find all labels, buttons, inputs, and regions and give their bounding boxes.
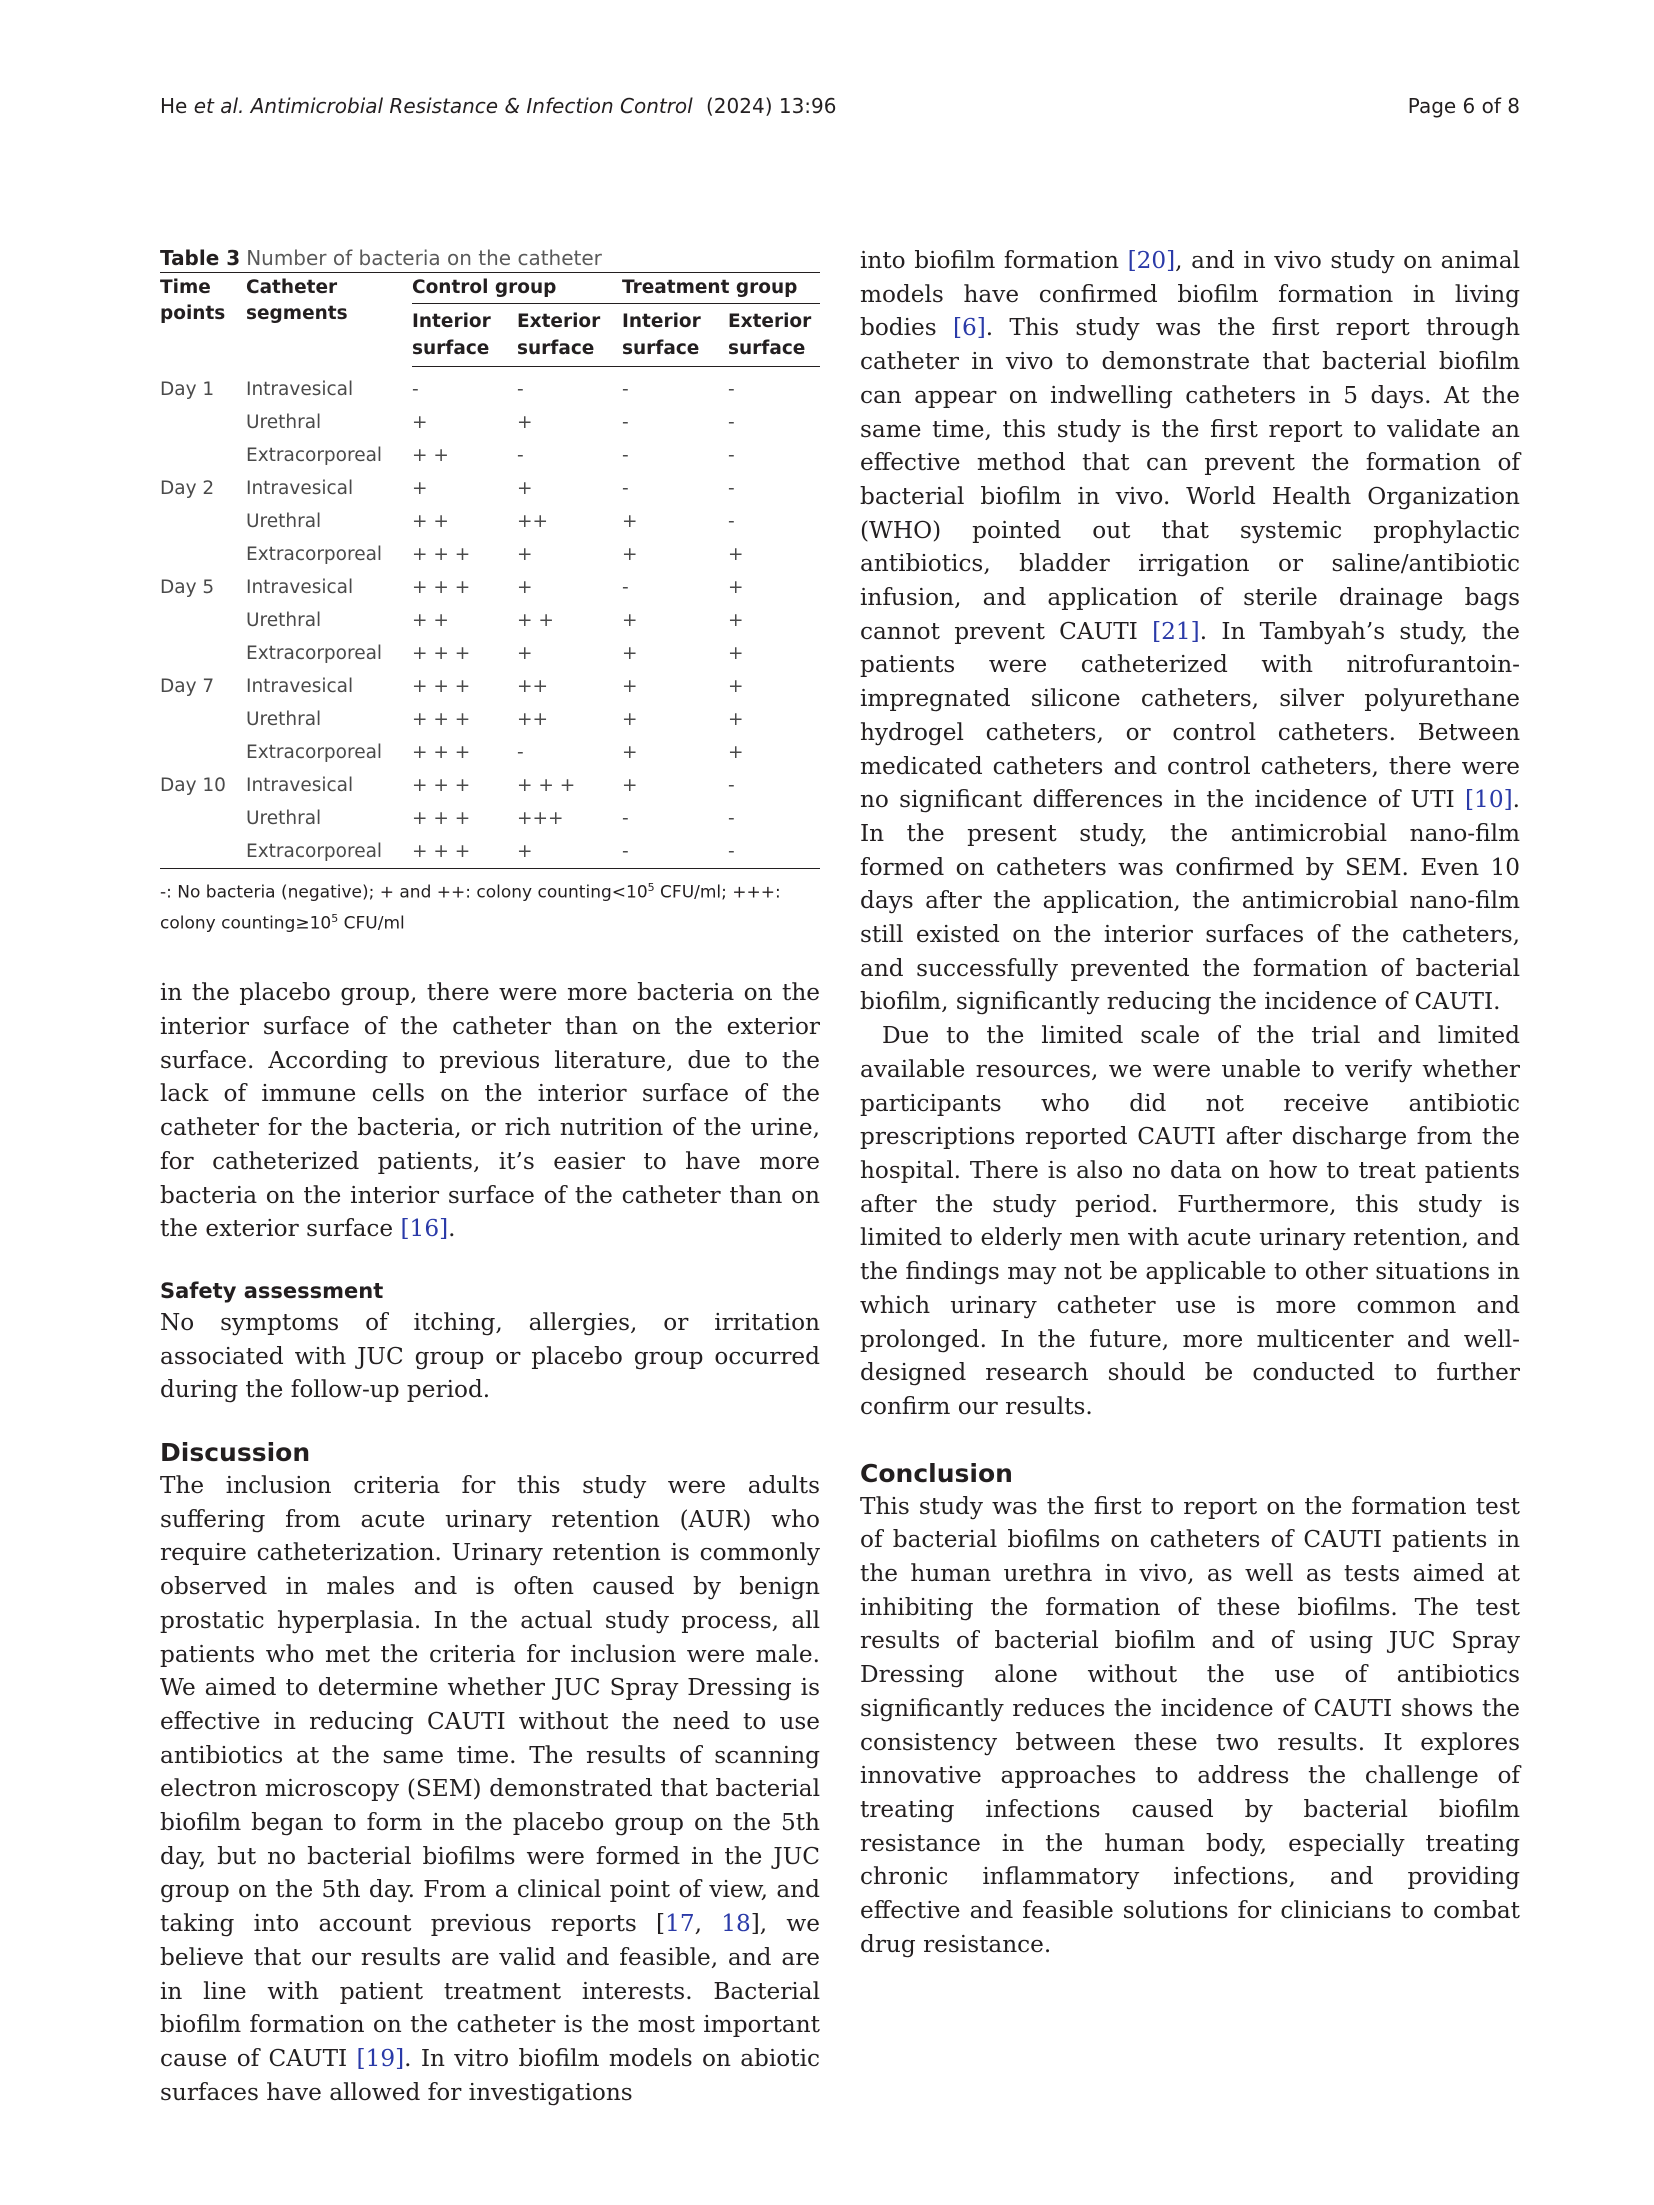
table-row	[160, 367, 820, 407]
discussion-paragraph: The inclusion criteria for this study were adults suffering from acute urinary retention (AUR) who require catheterization. Urinary retention is commonly observed in males and is often caused by benign prostatic hyperplasia. In the actual study process, all patients who met the criteria for inclusion were male. We aimed to determine whether JUC Spray Dressing is effective in reducing CAUTI without the need to use antibiotics at the same time. The results of scanning electron microscopy (SEM) demonstrated that bacterial biofilm began to form in the placebo group on the 5th day, but no bacterial biofilms were formed in the JUC group on the 5th day. From a clinical point of view, and taking into account previous reports [17, 18], we believe that our results are valid and feasible, and are in line with patient treatment interests. Bacterial biofilm formation on the catheter is the most important cause of CAUTI [19]. In vitro biofilm models on abiotic surfaces have allowed for investigations	[160, 1472, 820, 2106]
table-cell	[160, 439, 246, 472]
table-cell: -	[622, 577, 629, 598]
table-cell: + + +	[412, 676, 471, 697]
header-control-interior: Interior surface	[412, 304, 517, 367]
table-cell	[160, 604, 246, 637]
safety-assessment-heading: Safety assessment	[160, 1278, 384, 1303]
table-cell: -	[728, 808, 735, 829]
table-cell	[160, 637, 246, 670]
table-cell: +	[622, 511, 638, 532]
table-cell: +	[622, 676, 638, 697]
table-cell: Extracorporeal	[246, 742, 383, 763]
header-catheter-segments: Catheter segments	[246, 277, 348, 324]
citation-19[interactable]: [19]	[356, 2045, 405, 2072]
table-cell: -	[728, 478, 735, 499]
table-3	[160, 244, 820, 936]
table-cell: -	[517, 742, 524, 763]
journal-citation: He et al. Antimicrobial Resistance & Infection Control	[160, 94, 693, 118]
citation-18[interactable]: 18	[721, 1910, 751, 1938]
table-cell: +	[728, 742, 744, 763]
conclusion-text: This study was the first to report on the formation test of bacterial biofilms on catheters of CAUTI patients in the human urethra in vivo, as well as tests aimed at inhibiting the formation of these biofilms. The test results of bacterial biofilm and of using JUC Spray Dressing alone without the use of antibiotics significantly reduces the incidence of CAUTI shows the consistency between these two results. It explores innovative approaches to address the challenge of treating infections caused by bacterial biofilm resistance in the human body, especially treating chronic inflammatory infections, and providing effective and feasible solutions for clinicians to combat drug resistance.	[860, 1492, 1520, 1958]
table-row	[160, 604, 820, 637]
table-cell: +	[622, 643, 638, 664]
table-cell: Extracorporeal	[246, 544, 383, 565]
table-cell: Extracorporeal	[246, 841, 383, 862]
table-cell: Urethral	[246, 511, 322, 532]
table-cell: + +	[412, 445, 449, 466]
table-cell: ++	[517, 511, 549, 532]
table-cell: Urethral	[246, 412, 322, 433]
table-cell: +	[517, 841, 533, 862]
table-cell	[160, 505, 246, 538]
table-cell	[160, 538, 246, 571]
table-cell: +	[517, 478, 533, 499]
table-cell: + +	[412, 511, 449, 532]
table-cell: + + +	[412, 544, 471, 565]
discussion-heading: Discussion	[160, 1438, 311, 1468]
table-cell: +	[517, 412, 533, 433]
table-row	[160, 439, 820, 472]
citation-16[interactable]: [16]	[400, 1215, 449, 1243]
table-row	[160, 505, 820, 538]
table-cell: -	[517, 445, 524, 466]
table-cell: + + +	[517, 775, 576, 796]
table-cell: + + +	[412, 808, 471, 829]
table-cell: -	[728, 379, 735, 400]
table-row	[160, 769, 820, 802]
conclusion-heading: Conclusion	[860, 1458, 1013, 1488]
header-control-exterior: Exterior surface	[517, 304, 622, 367]
table-cell: + +	[517, 610, 554, 631]
table-cell: Intravesical	[246, 478, 354, 499]
table-cell	[160, 736, 246, 769]
table-cell: +	[622, 610, 638, 631]
table-row	[160, 670, 820, 703]
table-cell: + + +	[412, 841, 471, 862]
table-cell: Day 7	[160, 676, 215, 697]
table-cell: +	[728, 577, 744, 598]
table-cell: -	[622, 478, 629, 499]
table-row	[160, 835, 820, 869]
table-row	[160, 802, 820, 835]
table-row	[160, 637, 820, 670]
citation-21[interactable]: [21]	[1152, 617, 1200, 645]
table-cell: +	[622, 775, 638, 796]
table-cell: Intravesical	[246, 775, 354, 796]
header-treatment-group: Treatment group	[622, 273, 820, 304]
citation-6[interactable]: [6]	[952, 314, 986, 342]
table-cell: Day 10	[160, 775, 226, 796]
table-cell: -	[728, 841, 735, 862]
table-cell: + +	[412, 610, 449, 631]
table-cell	[160, 802, 246, 835]
table-body	[160, 367, 820, 869]
table-cell: +	[728, 610, 744, 631]
table-cell: -	[412, 379, 419, 400]
volume-info: (2024) 13:96	[706, 94, 837, 118]
biofilm-paragraph: into biofilm formation [20], and in vivo study on animal models have confirmed biofilm formation in living bodies [6]. This study was the first report through catheter in vivo to demonstrate that bacterial biofilm can appear on indwelling catheters in 5 days. At the same time, this study is the first report to validate an effective method that can prevent the formation of bacterial biofilm in vivo. World Health Organization (WHO) pointed out that systemic prophylactic antibiotics, bladder irrigation or saline/antibiotic infusion, and application of sterile drainage bags cannot prevent CAUTI [21]. In Tambyah’s study, the patients were catheterized with nitrofurantoin-impregnated silicone catheters, silver polyurethane hydrogel catheters, or control catheters. Between medicated catheters and control catheters, there were no significant differences in the incidence of UTI [10]. In the present study, the antimicrobial nano-film formed on catheters was confirmed by SEM. Even 10 days after the application, the antimicrobial nano-film still existed on the interior surfaces of the catheters, and successfully prevented the formation of bacterial biofilm, significantly reducing the incidence of CAUTI.	[860, 247, 1521, 1016]
safety-assessment-text: No symptoms of itching, allergies, or irritation associated with JUC group or placebo group occurred during the follow-up period.	[160, 1308, 820, 1404]
table-cell: + + +	[412, 643, 471, 664]
table-cell: + + +	[412, 709, 471, 730]
header-treatment-interior: Interior surface	[622, 304, 728, 367]
table-cell: +	[412, 412, 428, 433]
table-cell: Day 5	[160, 577, 215, 598]
table-cell: +	[728, 709, 744, 730]
table-cell: -	[622, 841, 629, 862]
table-row	[160, 571, 820, 604]
table-cell: Urethral	[246, 709, 322, 730]
table-cell: -	[728, 775, 735, 796]
citation-17[interactable]: 17	[665, 1910, 695, 1938]
table-cell: ++	[517, 676, 549, 697]
table-row	[160, 472, 820, 505]
header-control-group: Control group	[412, 273, 622, 304]
table-cell: -	[728, 445, 735, 466]
table-cell: -	[622, 808, 629, 829]
table-cell: Day 2	[160, 478, 215, 499]
table-cell: +	[728, 676, 744, 697]
table-cell: Urethral	[246, 610, 322, 631]
table-caption: Table 3 Number of bacteria on the catheter	[160, 246, 602, 270]
table-cell: -	[622, 412, 629, 433]
table-cell: Day 1	[160, 378, 215, 400]
table-cell: +	[517, 643, 533, 664]
header-treatment-exterior: Exterior surface	[728, 304, 820, 367]
table-cell: +	[622, 742, 638, 763]
table-cell: + + +	[412, 775, 471, 796]
table-row	[160, 406, 820, 439]
header-time-points: Time points	[160, 277, 226, 324]
table-cell: -	[622, 379, 629, 400]
running-header	[160, 94, 1520, 124]
table-cell: Intravesical	[246, 378, 354, 400]
page-number: Page 6 of 8	[1407, 94, 1520, 118]
table-cell: ++	[517, 709, 549, 730]
placebo-paragraph: in the placebo group, there were more bacteria on the interior surface of the catheter than on the exterior surface. According to previous literature, due to the lack of immune cells on the interior surface of the catheter for the bacteria, or rich nutrition of the urine, for catheterized patients, it’s easier to have more bacteria on the interior surface of the catheter than on the exterior surface [16].	[160, 979, 820, 1243]
table-cell: +++	[517, 808, 564, 829]
table-cell	[160, 835, 246, 869]
citation-20[interactable]: [20]	[1127, 247, 1176, 274]
table-cell: Extracorporeal	[246, 643, 383, 664]
limitations-paragraph: Due to the limited scale of the trial and limited available resources, we were unable to verify whether participants who did not receive antibiotic prescriptions reported CAUTI after discharge from the hospital. There is also no data on how to treat patients after the study period. Furthermore, this study is limited to elderly men with acute urinary retention, and the findings may not be applicable to other situations in which urinary catheter use is more common and prolonged. In the future, more multicenter and well-designed research should be conducted to further confirm our results.	[860, 1022, 1520, 1420]
table-cell: Extracorporeal	[246, 445, 383, 466]
table-cell: -	[728, 511, 735, 532]
left-column	[160, 244, 820, 2109]
table-cell: Urethral	[246, 808, 322, 829]
table-cell: -	[622, 445, 629, 466]
table-cell: + + +	[412, 577, 471, 598]
table-cell: -	[517, 379, 524, 400]
citation-10[interactable]: [10]	[1465, 786, 1513, 814]
table-cell	[160, 703, 246, 736]
table-cell: Intravesical	[246, 676, 354, 697]
table-row	[160, 703, 820, 736]
table-cell: +	[622, 709, 638, 730]
table-cell: +	[728, 544, 744, 565]
table-cell: +	[412, 478, 428, 499]
table-cell: +	[517, 577, 533, 598]
table-cell	[160, 406, 246, 439]
bacteria-table	[160, 272, 820, 869]
table-row	[160, 538, 820, 571]
table-row	[160, 736, 820, 769]
table-cell: -	[728, 412, 735, 433]
table-cell: + + +	[412, 742, 471, 763]
table-cell: +	[622, 544, 638, 565]
table-footnote: -: No bacteria (negative); + and ++: colony $counting<10^5$ CFU/ml; +++: colony $counting\ge 10^5$ CFU/ml	[160, 881, 781, 934]
table-cell: +	[517, 544, 533, 565]
table-cell: +	[728, 643, 744, 664]
table-cell: Intravesical	[246, 577, 354, 598]
right-column	[860, 244, 1520, 1961]
